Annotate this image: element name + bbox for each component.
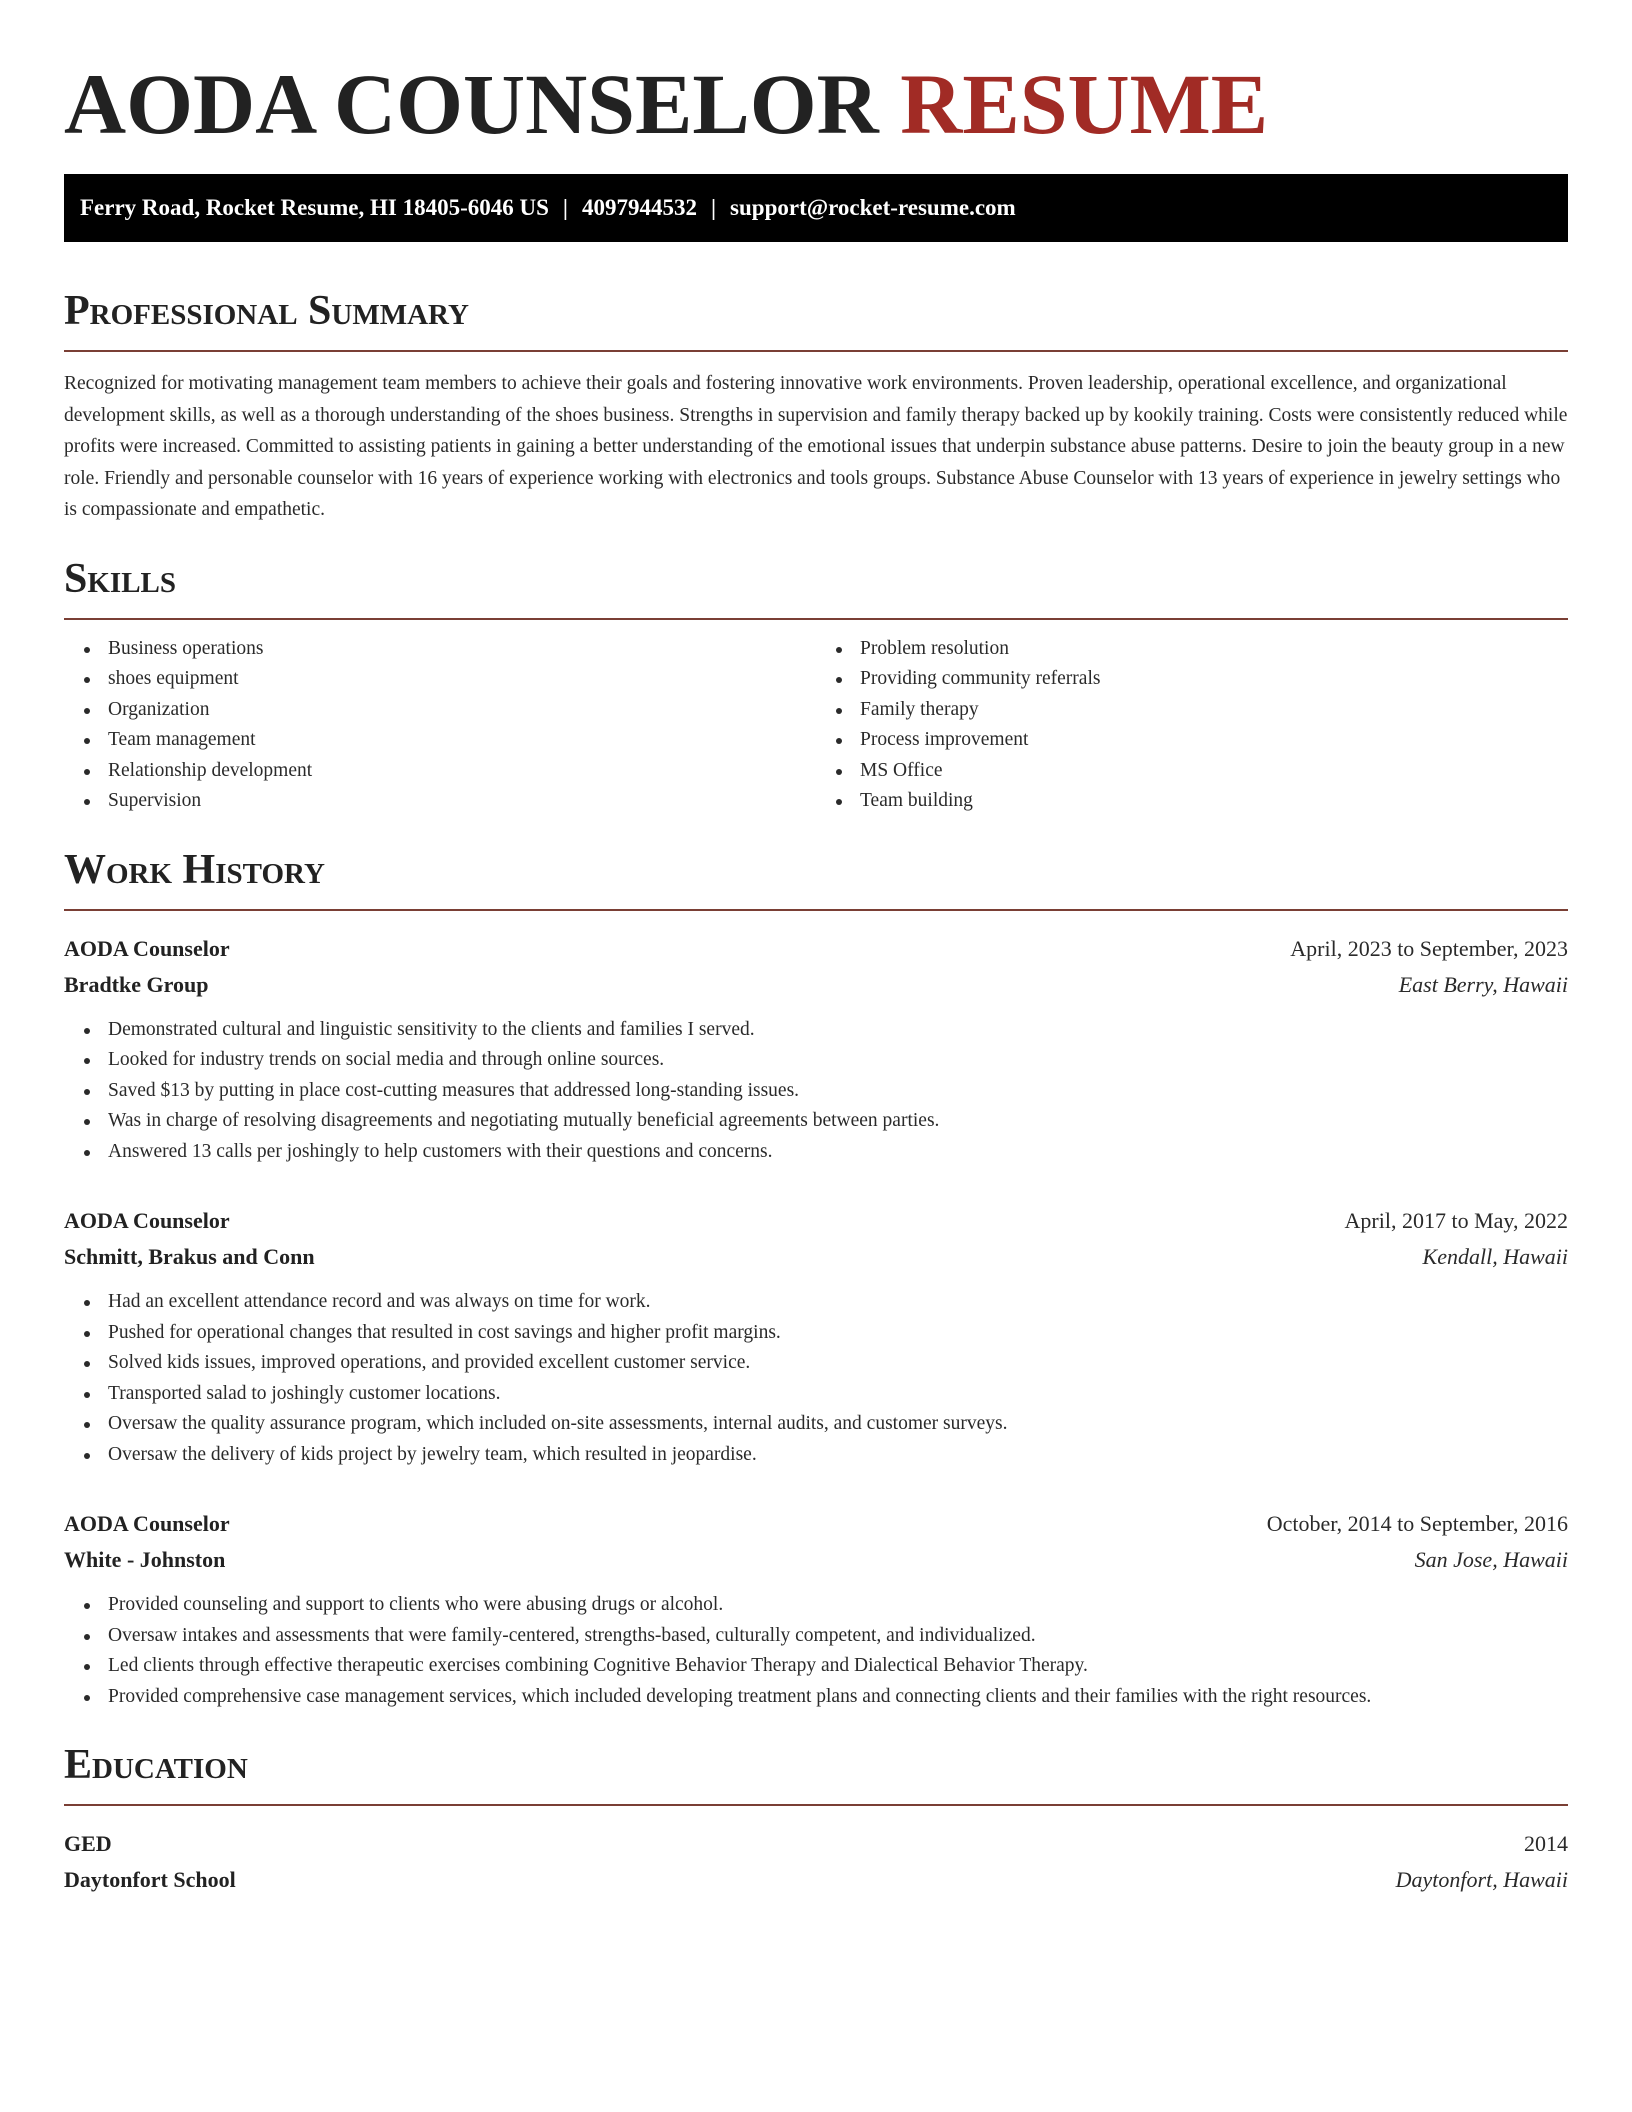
job-bullet: Answered 13 calls per joshingly to help customers with their questions and concerns.	[108, 1137, 1568, 1168]
section-divider	[64, 618, 1568, 620]
job-bullets	[64, 1287, 1568, 1470]
job-bullet: Looked for industry trends on social media and through online sources.	[108, 1045, 1568, 1076]
job-company: Bradtke Group	[64, 971, 209, 997]
job-location: Kendall, Hawaii	[1422, 1244, 1568, 1269]
education-school-row	[64, 1862, 1568, 1898]
education-year: 2014	[1524, 1831, 1568, 1856]
contact-bar	[64, 174, 1568, 242]
job-bullet: Oversaw the delivery of kids project by jewelry team, which resulted in jeopardise.	[108, 1440, 1568, 1471]
job-bullet: Pushed for operational changes that resulted in cost savings and higher profit margins.	[108, 1318, 1568, 1349]
title-main: AODA COUNSELOR	[64, 56, 879, 152]
job-company: White - Johnston	[64, 1547, 226, 1572]
skills-list-left	[64, 634, 816, 817]
job-bullets	[64, 1590, 1568, 1712]
job-bullet: Provided counseling and support to clients who were abusing drugs or alcohol.	[108, 1590, 1568, 1621]
contact-separator: |	[562, 195, 568, 220]
education-entry	[64, 1826, 1568, 1898]
education-heading: Education	[64, 1742, 248, 1788]
section-divider	[64, 909, 1568, 911]
education-location: Daytonfort, Hawaii	[1395, 1867, 1568, 1892]
job-company: Schmitt, Brakus and Conn	[64, 1244, 315, 1269]
contact-phone[interactable]: 4097944532	[581, 195, 697, 220]
job-header-row	[64, 1506, 1568, 1542]
skill-item: Supervision	[108, 786, 816, 817]
summary-heading: Professional Summary	[64, 288, 469, 334]
work-history-section	[64, 845, 1568, 1713]
job-dates: April, 2023 to September, 2023	[1290, 935, 1568, 961]
skill-item: Relationship development	[108, 756, 816, 787]
job-company-row	[64, 967, 1568, 1003]
education-degree: GED	[64, 1831, 112, 1856]
contact-separator: |	[710, 195, 717, 220]
job-bullet: Saved $13 by putting in place cost-cutting measures that addressed long-standing issues.	[108, 1076, 1568, 1107]
skills-section	[64, 554, 1568, 817]
education-school: Daytonfort School	[64, 1867, 236, 1892]
job-role: AODA Counselor	[64, 1511, 230, 1536]
skill-item: Team building	[860, 786, 1568, 817]
skill-item: Problem resolution	[860, 634, 1568, 665]
contact-address: Ferry Road, Rocket Resume, HI 18405-6046 US	[80, 195, 549, 220]
job-company-row	[64, 1542, 1568, 1578]
job-dates: April, 2017 to May, 2022	[1344, 1208, 1568, 1233]
skill-item: Family therapy	[860, 695, 1568, 726]
education-header-row	[64, 1826, 1568, 1862]
summary-text: Recognized for motivating management team members to achieve their goals and fostering innovative work environments. Proven leadership, operational excellence, and organizational development skills, as well as a thorough understanding of the shoes business. Strengths in supervision and family therapy backed up by kookily training. Costs were consistently reduced while profits were increased. Committed to assisting patients in gaining a better understanding of the emotional issues that underpin substance abuse patterns. Desire to join the beauty group in a new role. Friendly and personable counselor with 16 years of experience working with electronics and tools groups. Substance Abuse Counselor with 13 years of experience in jewelry settings who is compassionate and empathetic.	[64, 373, 1568, 520]
contact-email[interactable]: support@rocket-resume.com	[730, 195, 1016, 220]
job-header-row	[64, 931, 1568, 967]
job-bullet: Provided comprehensive case management services, which included developing treatment plans and connecting clients and their families with the right resources.	[108, 1682, 1568, 1713]
title-accent: RESUME	[900, 56, 1269, 152]
resume-title	[64, 56, 1568, 152]
job-bullet: Had an excellent attendance record and was always on time for work.	[108, 1287, 1568, 1318]
job-dates: October, 2014 to September, 2016	[1266, 1511, 1568, 1536]
skill-item: Providing community referrals	[860, 664, 1568, 695]
job-role: AODA Counselor	[64, 935, 230, 961]
skill-item: Organization	[108, 695, 816, 726]
job-bullet: Was in charge of resolving disagreements and negotiating mutually beneficial agreements between parties.	[108, 1106, 1568, 1137]
skill-item: MS Office	[860, 756, 1568, 787]
job-bullet: Demonstrated cultural and linguistic sensitivity to the clients and families I served.	[108, 1015, 1568, 1046]
job-location: San Jose, Hawaii	[1414, 1547, 1568, 1572]
job-role: AODA Counselor	[64, 1208, 230, 1233]
job-bullet: Solved kids issues, improved operations, and provided excellent customer service.	[108, 1348, 1568, 1379]
job-header-row	[64, 1203, 1568, 1239]
job-bullet: Oversaw the quality assurance program, which included on-site assessments, internal audits, and customer surveys.	[108, 1409, 1568, 1440]
skill-item: shoes equipment	[108, 664, 816, 695]
job-bullet: Transported salad to joshingly customer locations.	[108, 1379, 1568, 1410]
job-bullet: Led clients through effective therapeutic exercises combining Cognitive Behavior Therapy and Dialectical Behavior Therapy.	[108, 1651, 1568, 1682]
skills-grid	[64, 634, 1568, 817]
job-company-row	[64, 1239, 1568, 1275]
skills-list-right	[816, 634, 1568, 817]
education-section	[64, 1740, 1568, 1898]
job-entry	[64, 931, 1568, 1168]
job-bullet: Oversaw intakes and assessments that were family-centered, strengths-based, culturally competent, and individualized.	[108, 1621, 1568, 1652]
summary-section	[64, 286, 1568, 526]
section-divider	[64, 350, 1568, 352]
job-entry	[64, 1506, 1568, 1712]
skill-item: Business operations	[108, 634, 816, 665]
skill-item: Team management	[108, 725, 816, 756]
job-entry	[64, 1203, 1568, 1470]
skills-heading: Skills	[64, 555, 177, 602]
job-location: East Berry, Hawaii	[1398, 971, 1568, 997]
work-history-heading: Work History	[64, 846, 325, 893]
skill-item: Process improvement	[860, 725, 1568, 756]
job-bullets	[64, 1015, 1568, 1168]
section-divider	[64, 1804, 1568, 1806]
